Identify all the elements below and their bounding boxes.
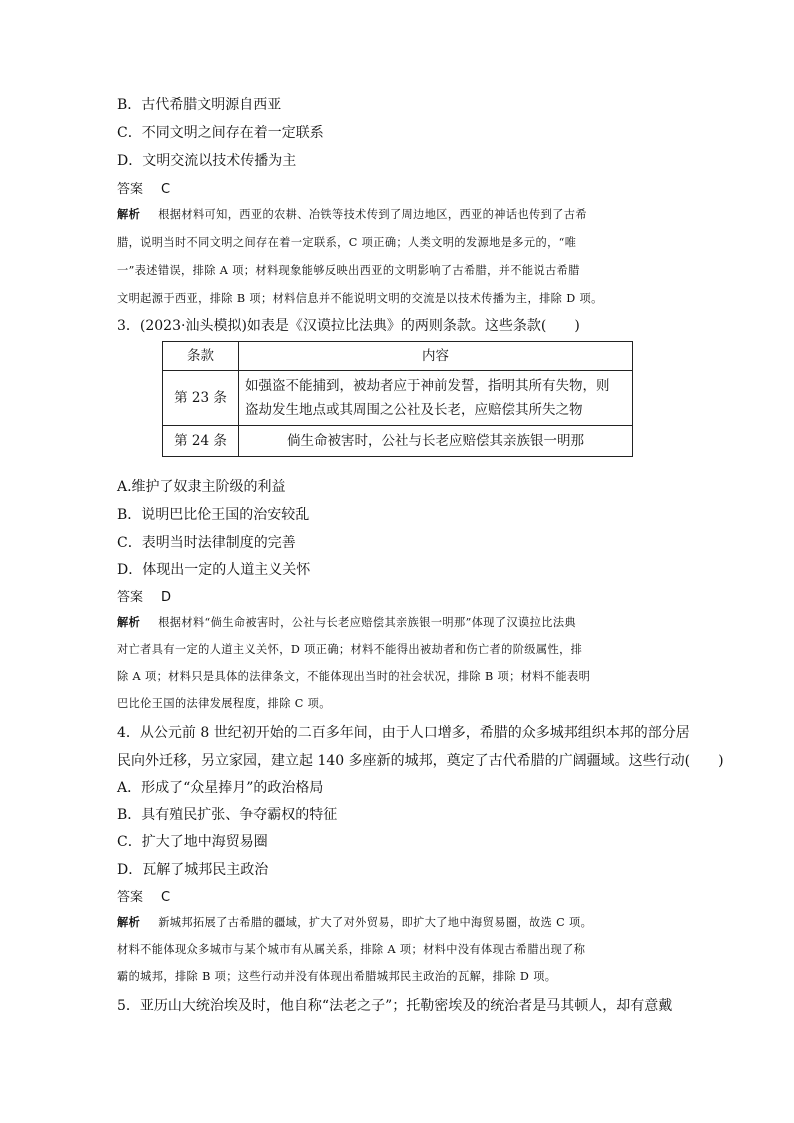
- q3-answer: [117, 586, 171, 605]
- explanation-label: 解析: [117, 616, 141, 629]
- q5-stem: 5．亚历山大统治埃及时，他自称“法老之子”；托勒密埃及的统治者是马其顿人，却有意戴: [117, 998, 673, 1014]
- q3-option-b[interactable]: B．说明巴比伦王国的治安较乱: [117, 507, 310, 523]
- q3-table: [162, 341, 633, 457]
- explanation-label: 解析: [117, 208, 141, 221]
- q3-explanation-line: 对亡者具有一定的人道主义关怀，D 项正确；材料不能得出被劫者和伤亡者的阶级属性，排: [117, 643, 583, 656]
- answer-label: 答案: [117, 590, 144, 605]
- q4-explanation-line: 霸的城邦，排除 B 项；这些行动并没有体现出希腊城邦民主政治的瓦解，排除 D 项。: [117, 970, 557, 983]
- q3-option-d[interactable]: D．体现出一定的人道主义关怀: [117, 562, 311, 578]
- q4-explanation-line: [117, 914, 592, 930]
- table-cell-clause: 第 24 条: [163, 426, 239, 457]
- q2-option-c[interactable]: C．不同文明之间存在着一定联系: [117, 125, 324, 141]
- q2-explanation-line: 文明起源于西亚，排除 B 项；材料信息并不能说明文明的交流是以技术传播为主，排除 D 项。: [117, 292, 603, 305]
- answer-value: C: [161, 890, 171, 905]
- table-row: [163, 371, 633, 426]
- content-line: 如强盗不能捕到，被劫者应于神前发誓，指明其所有失物，则: [245, 378, 610, 394]
- table-cell-clause: 第 23 条: [163, 371, 239, 426]
- q3-option-a[interactable]: A.维护了奴隶主阶级的利益: [117, 479, 286, 495]
- table-header-row: [163, 342, 633, 371]
- q4-option-d[interactable]: D．瓦解了城邦民主政治: [117, 862, 269, 878]
- table-header-clause: 条款: [163, 342, 239, 371]
- q4-stem-line: 民向外迁移，另立家园，建立起 140 多座新的城邦，奠定了古代希腊的广阔疆域。这些行动( ): [117, 753, 724, 769]
- q4-option-b[interactable]: B．具有殖民扩张、争夺霸权的特征: [117, 807, 338, 823]
- explanation-text: 新城邦拓展了古希腊的疆域，扩大了对外贸易，即扩大了地中海贸易圈，故选 C 项。: [158, 916, 593, 929]
- answer-value: C: [161, 182, 171, 197]
- q2-explanation-line: [117, 206, 587, 222]
- table-cell-content: 倘生命被害时，公社与长老应赔偿其亲族银一明那: [239, 426, 633, 457]
- q4-stem-line: 4．从公元前 8 世纪初开始的二百多年间，由于人口增多，希腊的众多城邦组织本邦的部分居: [117, 725, 690, 741]
- q2-answer: [117, 178, 170, 197]
- answer-label: 答案: [117, 890, 144, 905]
- answer-label: 答案: [117, 182, 144, 197]
- q4-explanation-line: 材料不能体现众多城市与某个城市有从属关系，排除 A 项；材料中没有体现古希腊出现了称: [117, 943, 586, 956]
- explanation-label: 解析: [117, 916, 141, 929]
- answer-value: D: [161, 590, 172, 605]
- q3-explanation-line: [117, 614, 576, 630]
- q3-explanation-line: 巴比伦王国的法律发展程度，排除 C 项。: [117, 697, 331, 710]
- table-header-content: 内容: [239, 342, 633, 371]
- q3-explanation-line: 除 A 项；材料只是具体的法律条文，不能体现出当时的社会状况，排除 B 项；材料不能表明: [117, 670, 591, 683]
- table-row: [163, 426, 633, 457]
- explanation-text: 根据材料可知，西亚的农耕、冶铁等技术传到了周边地区，西亚的神话也传到了古希: [158, 208, 587, 221]
- q2-option-b[interactable]: B．古代希腊文明源自西亚: [117, 97, 282, 113]
- content-line: 盗劫发生地点或其周围之公社及长老，应赔偿其所失之物: [245, 402, 583, 418]
- q4-option-a[interactable]: A．形成了“众星捧月”的政治格局: [117, 780, 324, 796]
- q4-answer: [117, 886, 170, 905]
- q3-option-c[interactable]: C．表明当时法律制度的完善: [117, 535, 296, 551]
- q2-explanation-line: 一”表述错误，排除 A 项；材料现象能够反映出西亚的文明影响了古希腊，并不能说古希腊: [117, 264, 580, 277]
- q2-option-d[interactable]: D．文明交流以技术传播为主: [117, 153, 297, 169]
- q2-explanation-line: 腊，说明当时不同文明之间存在着一定联系，C 项正确；人类文明的发源地是多元的，“唯: [117, 236, 577, 249]
- table-cell-content: [239, 371, 633, 426]
- q4-option-c[interactable]: C．扩大了地中海贸易圈: [117, 834, 268, 850]
- explanation-text: 根据材料“倘生命被害时，公社与长老应赔偿其亲族银一明那”体现了汉谟拉比法典: [158, 616, 576, 629]
- q3-stem: 3．(2023·汕头模拟)如表是《汉谟拉比法典》的两则条款。这些条款( ): [117, 318, 580, 334]
